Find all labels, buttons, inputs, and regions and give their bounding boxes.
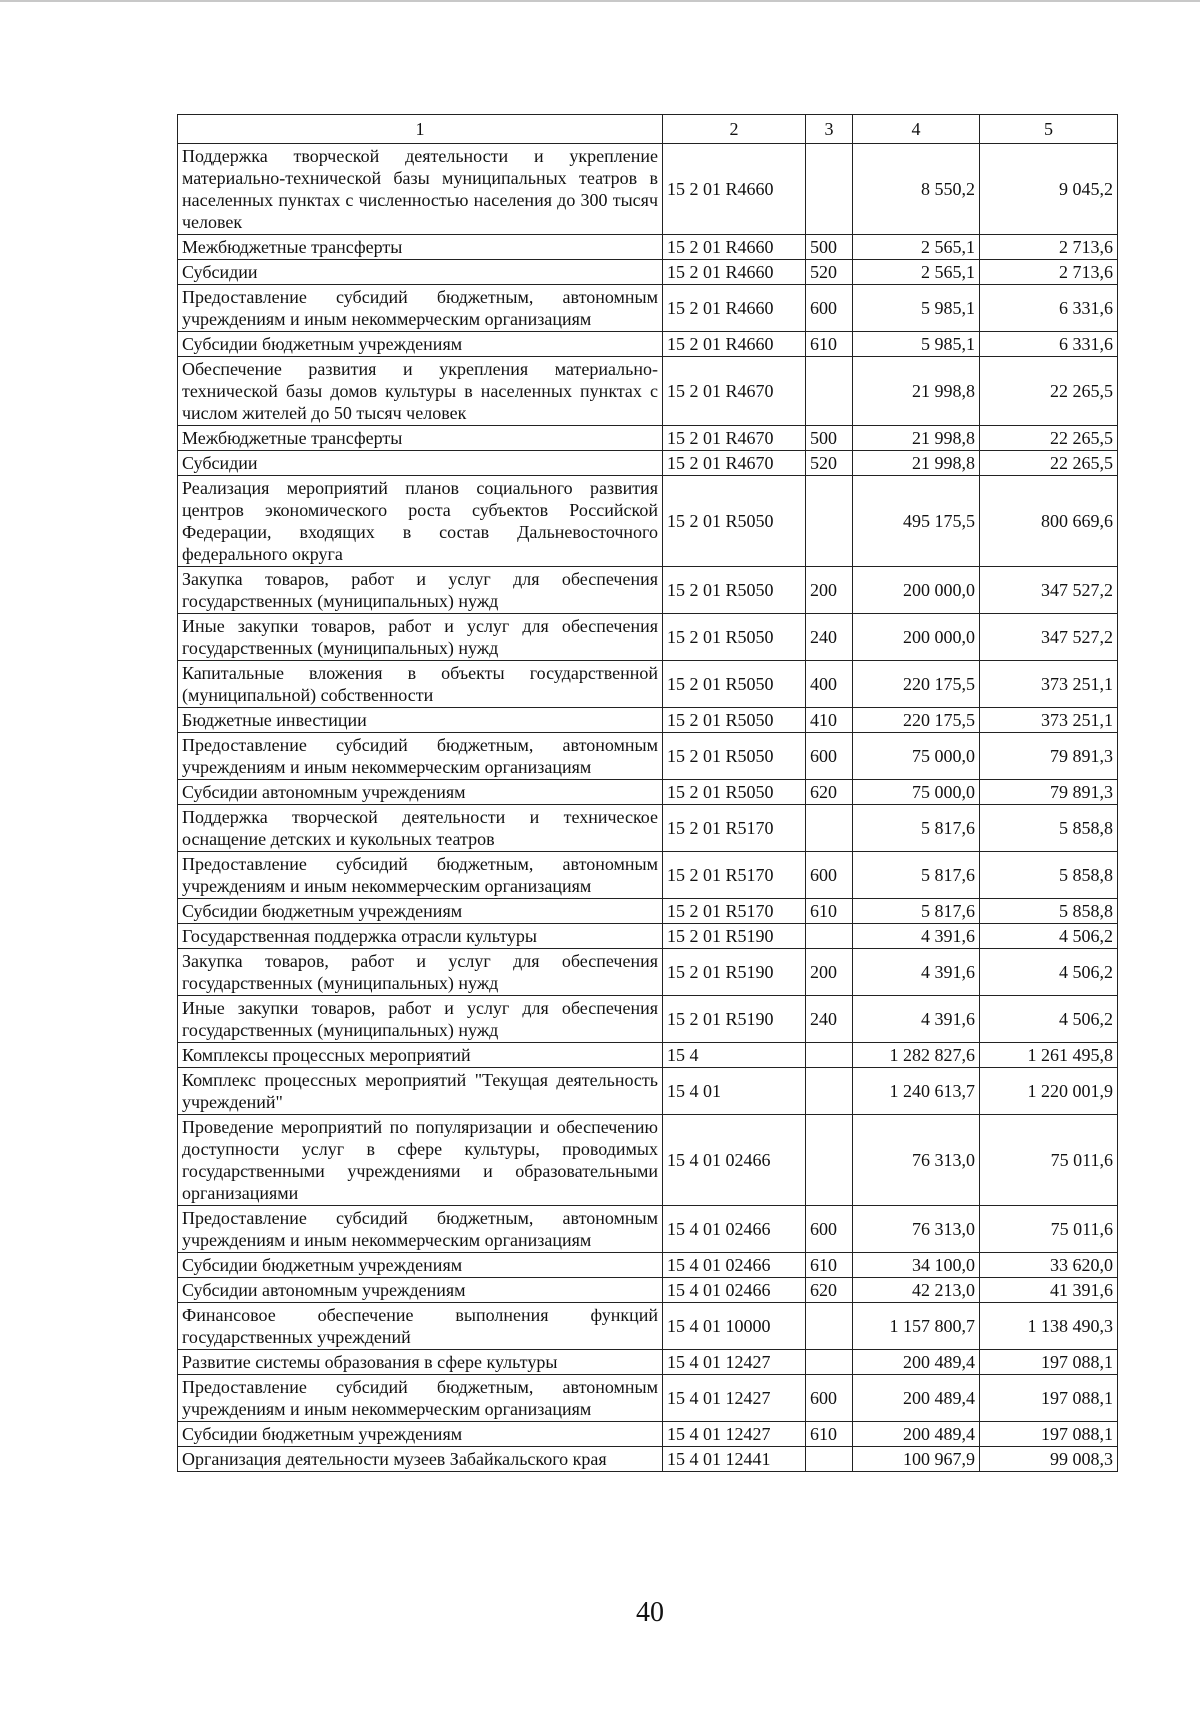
row-amount-col4-cell: 5 985,1 [853, 332, 980, 357]
row-amount-col4-cell: 2 565,1 [853, 260, 980, 285]
row-code-cell: 15 4 01 02466 [663, 1206, 806, 1253]
row-name-cell: Развитие системы образования в сфере культуры [178, 1350, 663, 1375]
row-amount-col5-cell: 4 506,2 [980, 949, 1118, 996]
header-col-3: 3 [806, 115, 853, 144]
row-code-cell: 15 2 01 R5170 [663, 899, 806, 924]
row-amount-col5-cell: 4 506,2 [980, 996, 1118, 1043]
row-amount-col5-cell: 4 506,2 [980, 924, 1118, 949]
row-expense-type-cell: 200 [806, 949, 853, 996]
table-row [178, 1043, 1118, 1068]
row-amount-col5-cell: 373 251,1 [980, 661, 1118, 708]
table-row [178, 1375, 1118, 1422]
row-amount-col4-cell: 495 175,5 [853, 476, 980, 567]
row-expense-type-cell: 600 [806, 1206, 853, 1253]
row-amount-col5-cell: 9 045,2 [980, 144, 1118, 235]
row-name-cell: Иные закупки товаров, работ и услуг для обеспечения государственных (муниципальных) нужд [178, 996, 663, 1043]
row-code-cell: 15 2 01 R4660 [663, 285, 806, 332]
row-amount-col4-cell: 34 100,0 [853, 1253, 980, 1278]
table-row [178, 567, 1118, 614]
row-amount-col5-cell: 41 391,6 [980, 1278, 1118, 1303]
row-code-cell: 15 2 01 R4670 [663, 426, 806, 451]
row-code-cell: 15 2 01 R4660 [663, 332, 806, 357]
row-name-cell: Комплексы процессных мероприятий [178, 1043, 663, 1068]
row-amount-col5-cell: 1 261 495,8 [980, 1043, 1118, 1068]
row-code-cell: 15 4 01 02466 [663, 1253, 806, 1278]
row-name-cell: Субсидии [178, 260, 663, 285]
table-row [178, 733, 1118, 780]
row-amount-col5-cell: 197 088,1 [980, 1375, 1118, 1422]
table-row [178, 144, 1118, 235]
row-name-cell: Поддержка творческой деятельности и укрепление материально-технической базы муниципальных театров в населенных пунктах с численностью населения до 300 тысяч человек [178, 144, 663, 235]
row-expense-type-cell: 620 [806, 1278, 853, 1303]
row-amount-col4-cell: 1 157 800,7 [853, 1303, 980, 1350]
row-code-cell: 15 2 01 R4670 [663, 357, 806, 426]
row-expense-type-cell: 500 [806, 426, 853, 451]
row-expense-type-cell: 410 [806, 708, 853, 733]
row-expense-type-cell [806, 357, 853, 426]
table-row [178, 661, 1118, 708]
row-amount-col4-cell: 200 489,4 [853, 1422, 980, 1447]
row-expense-type-cell [806, 144, 853, 235]
row-amount-col4-cell: 200 000,0 [853, 567, 980, 614]
row-expense-type-cell: 610 [806, 899, 853, 924]
row-name-cell: Субсидии автономным учреждениям [178, 780, 663, 805]
row-code-cell: 15 2 01 R5190 [663, 924, 806, 949]
row-name-cell: Реализация мероприятий планов социального развития центров экономического роста субъектов Российской Федерации, входящих в состав Дальневосточного федерального округа [178, 476, 663, 567]
row-amount-col5-cell: 79 891,3 [980, 733, 1118, 780]
row-expense-type-cell: 520 [806, 260, 853, 285]
row-expense-type-cell: 600 [806, 1375, 853, 1422]
row-code-cell: 15 4 [663, 1043, 806, 1068]
table-row [178, 924, 1118, 949]
row-amount-col5-cell: 79 891,3 [980, 780, 1118, 805]
row-code-cell: 15 4 01 12427 [663, 1422, 806, 1447]
row-code-cell: 15 2 01 R5050 [663, 476, 806, 567]
row-name-cell: Предоставление субсидий бюджетным, автономным учреждениям и иным некоммерческим организациям [178, 852, 663, 899]
row-code-cell: 15 2 01 R5050 [663, 733, 806, 780]
row-amount-col4-cell: 4 391,6 [853, 924, 980, 949]
table-row [178, 1350, 1118, 1375]
row-amount-col4-cell: 220 175,5 [853, 661, 980, 708]
table-row [178, 451, 1118, 476]
row-amount-col5-cell: 75 011,6 [980, 1206, 1118, 1253]
row-expense-type-cell: 610 [806, 1253, 853, 1278]
row-expense-type-cell [806, 805, 853, 852]
row-expense-type-cell [806, 1115, 853, 1206]
row-name-cell: Организация деятельности музеев Забайкальского края [178, 1447, 663, 1472]
row-name-cell: Субсидии бюджетным учреждениям [178, 1422, 663, 1447]
table-row [178, 780, 1118, 805]
row-amount-col4-cell: 2 565,1 [853, 235, 980, 260]
budget-table [177, 114, 1118, 1472]
table-row [178, 805, 1118, 852]
row-amount-col5-cell: 22 265,5 [980, 357, 1118, 426]
row-amount-col4-cell: 42 213,0 [853, 1278, 980, 1303]
row-name-cell: Закупка товаров, работ и услуг для обеспечения государственных (муниципальных) нужд [178, 567, 663, 614]
row-amount-col4-cell: 75 000,0 [853, 733, 980, 780]
row-expense-type-cell: 600 [806, 733, 853, 780]
table-row [178, 614, 1118, 661]
row-name-cell: Проведение мероприятий по популяризации и обеспечению доступности услуг в сфере культуры, проводимых государственными учреждениями и образовательными организациями [178, 1115, 663, 1206]
row-amount-col5-cell: 6 331,6 [980, 285, 1118, 332]
table-row [178, 1253, 1118, 1278]
row-code-cell: 15 2 01 R5190 [663, 996, 806, 1043]
row-amount-col4-cell: 1 240 613,7 [853, 1068, 980, 1115]
row-code-cell: 15 2 01 R5050 [663, 780, 806, 805]
row-name-cell: Бюджетные инвестиции [178, 708, 663, 733]
table-row [178, 996, 1118, 1043]
row-amount-col5-cell: 1 220 001,9 [980, 1068, 1118, 1115]
header-col-5: 5 [980, 115, 1118, 144]
table-row [178, 1115, 1118, 1206]
row-expense-type-cell [806, 924, 853, 949]
row-amount-col5-cell: 347 527,2 [980, 567, 1118, 614]
row-code-cell: 15 2 01 R5190 [663, 949, 806, 996]
row-name-cell: Финансовое обеспечение выполнения функций государственных учреждений [178, 1303, 663, 1350]
row-amount-col5-cell: 2 713,6 [980, 235, 1118, 260]
row-amount-col5-cell: 5 858,8 [980, 805, 1118, 852]
table-row [178, 235, 1118, 260]
row-name-cell: Обеспечение развития и укрепления материально-технической базы домов культуры в населенных пунктах с числом жителей до 50 тысяч человек [178, 357, 663, 426]
row-amount-col5-cell: 5 858,8 [980, 852, 1118, 899]
row-amount-col4-cell: 5 985,1 [853, 285, 980, 332]
row-amount-col5-cell: 197 088,1 [980, 1350, 1118, 1375]
table-row [178, 708, 1118, 733]
row-name-cell: Предоставление субсидий бюджетным, автономным учреждениям и иным некоммерческим организациям [178, 285, 663, 332]
row-expense-type-cell: 620 [806, 780, 853, 805]
header-col-2: 2 [663, 115, 806, 144]
table-row [178, 332, 1118, 357]
row-code-cell: 15 4 01 10000 [663, 1303, 806, 1350]
row-code-cell: 15 4 01 [663, 1068, 806, 1115]
row-expense-type-cell: 610 [806, 1422, 853, 1447]
row-amount-col5-cell: 1 138 490,3 [980, 1303, 1118, 1350]
row-amount-col4-cell: 75 000,0 [853, 780, 980, 805]
table-row [178, 1068, 1118, 1115]
table-row [178, 1422, 1118, 1447]
row-amount-col4-cell: 200 489,4 [853, 1350, 980, 1375]
row-expense-type-cell: 400 [806, 661, 853, 708]
row-amount-col5-cell: 75 011,6 [980, 1115, 1118, 1206]
row-amount-col4-cell: 200 000,0 [853, 614, 980, 661]
row-expense-type-cell [806, 1303, 853, 1350]
row-amount-col5-cell: 373 251,1 [980, 708, 1118, 733]
row-code-cell: 15 2 01 R4670 [663, 451, 806, 476]
table-row [178, 426, 1118, 451]
row-name-cell: Комплекс процессных мероприятий "Текущая деятельность учреждений" [178, 1068, 663, 1115]
row-name-cell: Поддержка творческой деятельности и техническое оснащение детских и кукольных театров [178, 805, 663, 852]
table-row [178, 949, 1118, 996]
row-name-cell: Предоставление субсидий бюджетным, автономным учреждениям и иным некоммерческим организациям [178, 1375, 663, 1422]
row-name-cell: Предоставление субсидий бюджетным, автономным учреждениям и иным некоммерческим организациям [178, 1206, 663, 1253]
row-amount-col4-cell: 100 967,9 [853, 1447, 980, 1472]
row-amount-col5-cell: 347 527,2 [980, 614, 1118, 661]
row-amount-col4-cell: 5 817,6 [853, 852, 980, 899]
row-name-cell: Межбюджетные трансферты [178, 235, 663, 260]
scan-top-edge [0, 0, 1200, 2]
row-amount-col4-cell: 5 817,6 [853, 805, 980, 852]
row-expense-type-cell [806, 476, 853, 567]
row-code-cell: 15 2 01 R5050 [663, 567, 806, 614]
row-expense-type-cell: 600 [806, 852, 853, 899]
row-expense-type-cell: 240 [806, 996, 853, 1043]
row-code-cell: 15 2 01 R5170 [663, 805, 806, 852]
table-row [178, 260, 1118, 285]
row-amount-col4-cell: 8 550,2 [853, 144, 980, 235]
header-col-1: 1 [178, 115, 663, 144]
table-row [178, 852, 1118, 899]
row-name-cell: Предоставление субсидий бюджетным, автономным учреждениям и иным некоммерческим организациям [178, 733, 663, 780]
row-code-cell: 15 4 01 12427 [663, 1375, 806, 1422]
row-amount-col5-cell: 22 265,5 [980, 426, 1118, 451]
row-name-cell: Капитальные вложения в объекты государственной (муниципальной) собственности [178, 661, 663, 708]
table-row [178, 1447, 1118, 1472]
row-code-cell: 15 4 01 12441 [663, 1447, 806, 1472]
row-name-cell: Субсидии бюджетным учреждениям [178, 1253, 663, 1278]
row-amount-col4-cell: 1 282 827,6 [853, 1043, 980, 1068]
table-row [178, 1278, 1118, 1303]
row-amount-col4-cell: 220 175,5 [853, 708, 980, 733]
table-row [178, 476, 1118, 567]
row-expense-type-cell: 520 [806, 451, 853, 476]
row-expense-type-cell: 240 [806, 614, 853, 661]
row-amount-col5-cell: 2 713,6 [980, 260, 1118, 285]
row-code-cell: 15 4 01 12427 [663, 1350, 806, 1375]
row-name-cell: Субсидии бюджетным учреждениям [178, 899, 663, 924]
table-row [178, 357, 1118, 426]
row-code-cell: 15 2 01 R4660 [663, 235, 806, 260]
table-row [178, 285, 1118, 332]
row-amount-col4-cell: 21 998,8 [853, 357, 980, 426]
row-code-cell: 15 4 01 02466 [663, 1115, 806, 1206]
row-code-cell: 15 2 01 R4660 [663, 144, 806, 235]
row-amount-col5-cell: 33 620,0 [980, 1253, 1118, 1278]
table-row [178, 1206, 1118, 1253]
header-col-4: 4 [853, 115, 980, 144]
row-name-cell: Субсидии автономным учреждениям [178, 1278, 663, 1303]
row-code-cell: 15 2 01 R4660 [663, 260, 806, 285]
row-amount-col5-cell: 800 669,6 [980, 476, 1118, 567]
row-amount-col5-cell: 99 008,3 [980, 1447, 1118, 1472]
row-expense-type-cell [806, 1068, 853, 1115]
row-code-cell: 15 4 01 02466 [663, 1278, 806, 1303]
row-code-cell: 15 2 01 R5050 [663, 661, 806, 708]
row-amount-col4-cell: 5 817,6 [853, 899, 980, 924]
row-expense-type-cell: 200 [806, 567, 853, 614]
row-amount-col4-cell: 4 391,6 [853, 949, 980, 996]
row-expense-type-cell: 600 [806, 285, 853, 332]
table-header-row [178, 115, 1118, 144]
row-expense-type-cell: 610 [806, 332, 853, 357]
table-row [178, 1303, 1118, 1350]
table-row [178, 899, 1118, 924]
row-amount-col5-cell: 197 088,1 [980, 1422, 1118, 1447]
row-amount-col4-cell: 76 313,0 [853, 1206, 980, 1253]
row-code-cell: 15 2 01 R5050 [663, 708, 806, 733]
row-amount-col4-cell: 21 998,8 [853, 451, 980, 476]
row-expense-type-cell [806, 1350, 853, 1375]
row-code-cell: 15 2 01 R5170 [663, 852, 806, 899]
row-expense-type-cell [806, 1043, 853, 1068]
row-name-cell: Закупка товаров, работ и услуг для обеспечения государственных (муниципальных) нужд [178, 949, 663, 996]
row-name-cell: Иные закупки товаров, работ и услуг для обеспечения государственных (муниципальных) нужд [178, 614, 663, 661]
page-number: 40 [636, 1597, 664, 1628]
row-name-cell: Субсидии бюджетным учреждениям [178, 332, 663, 357]
row-amount-col4-cell: 4 391,6 [853, 996, 980, 1043]
row-expense-type-cell: 500 [806, 235, 853, 260]
row-name-cell: Субсидии [178, 451, 663, 476]
row-name-cell: Государственная поддержка отрасли культуры [178, 924, 663, 949]
row-amount-col4-cell: 200 489,4 [853, 1375, 980, 1422]
row-expense-type-cell [806, 1447, 853, 1472]
row-code-cell: 15 2 01 R5050 [663, 614, 806, 661]
row-amount-col4-cell: 76 313,0 [853, 1115, 980, 1206]
row-amount-col5-cell: 6 331,6 [980, 332, 1118, 357]
row-amount-col5-cell: 5 858,8 [980, 899, 1118, 924]
row-amount-col4-cell: 21 998,8 [853, 426, 980, 451]
row-name-cell: Межбюджетные трансферты [178, 426, 663, 451]
row-amount-col5-cell: 22 265,5 [980, 451, 1118, 476]
